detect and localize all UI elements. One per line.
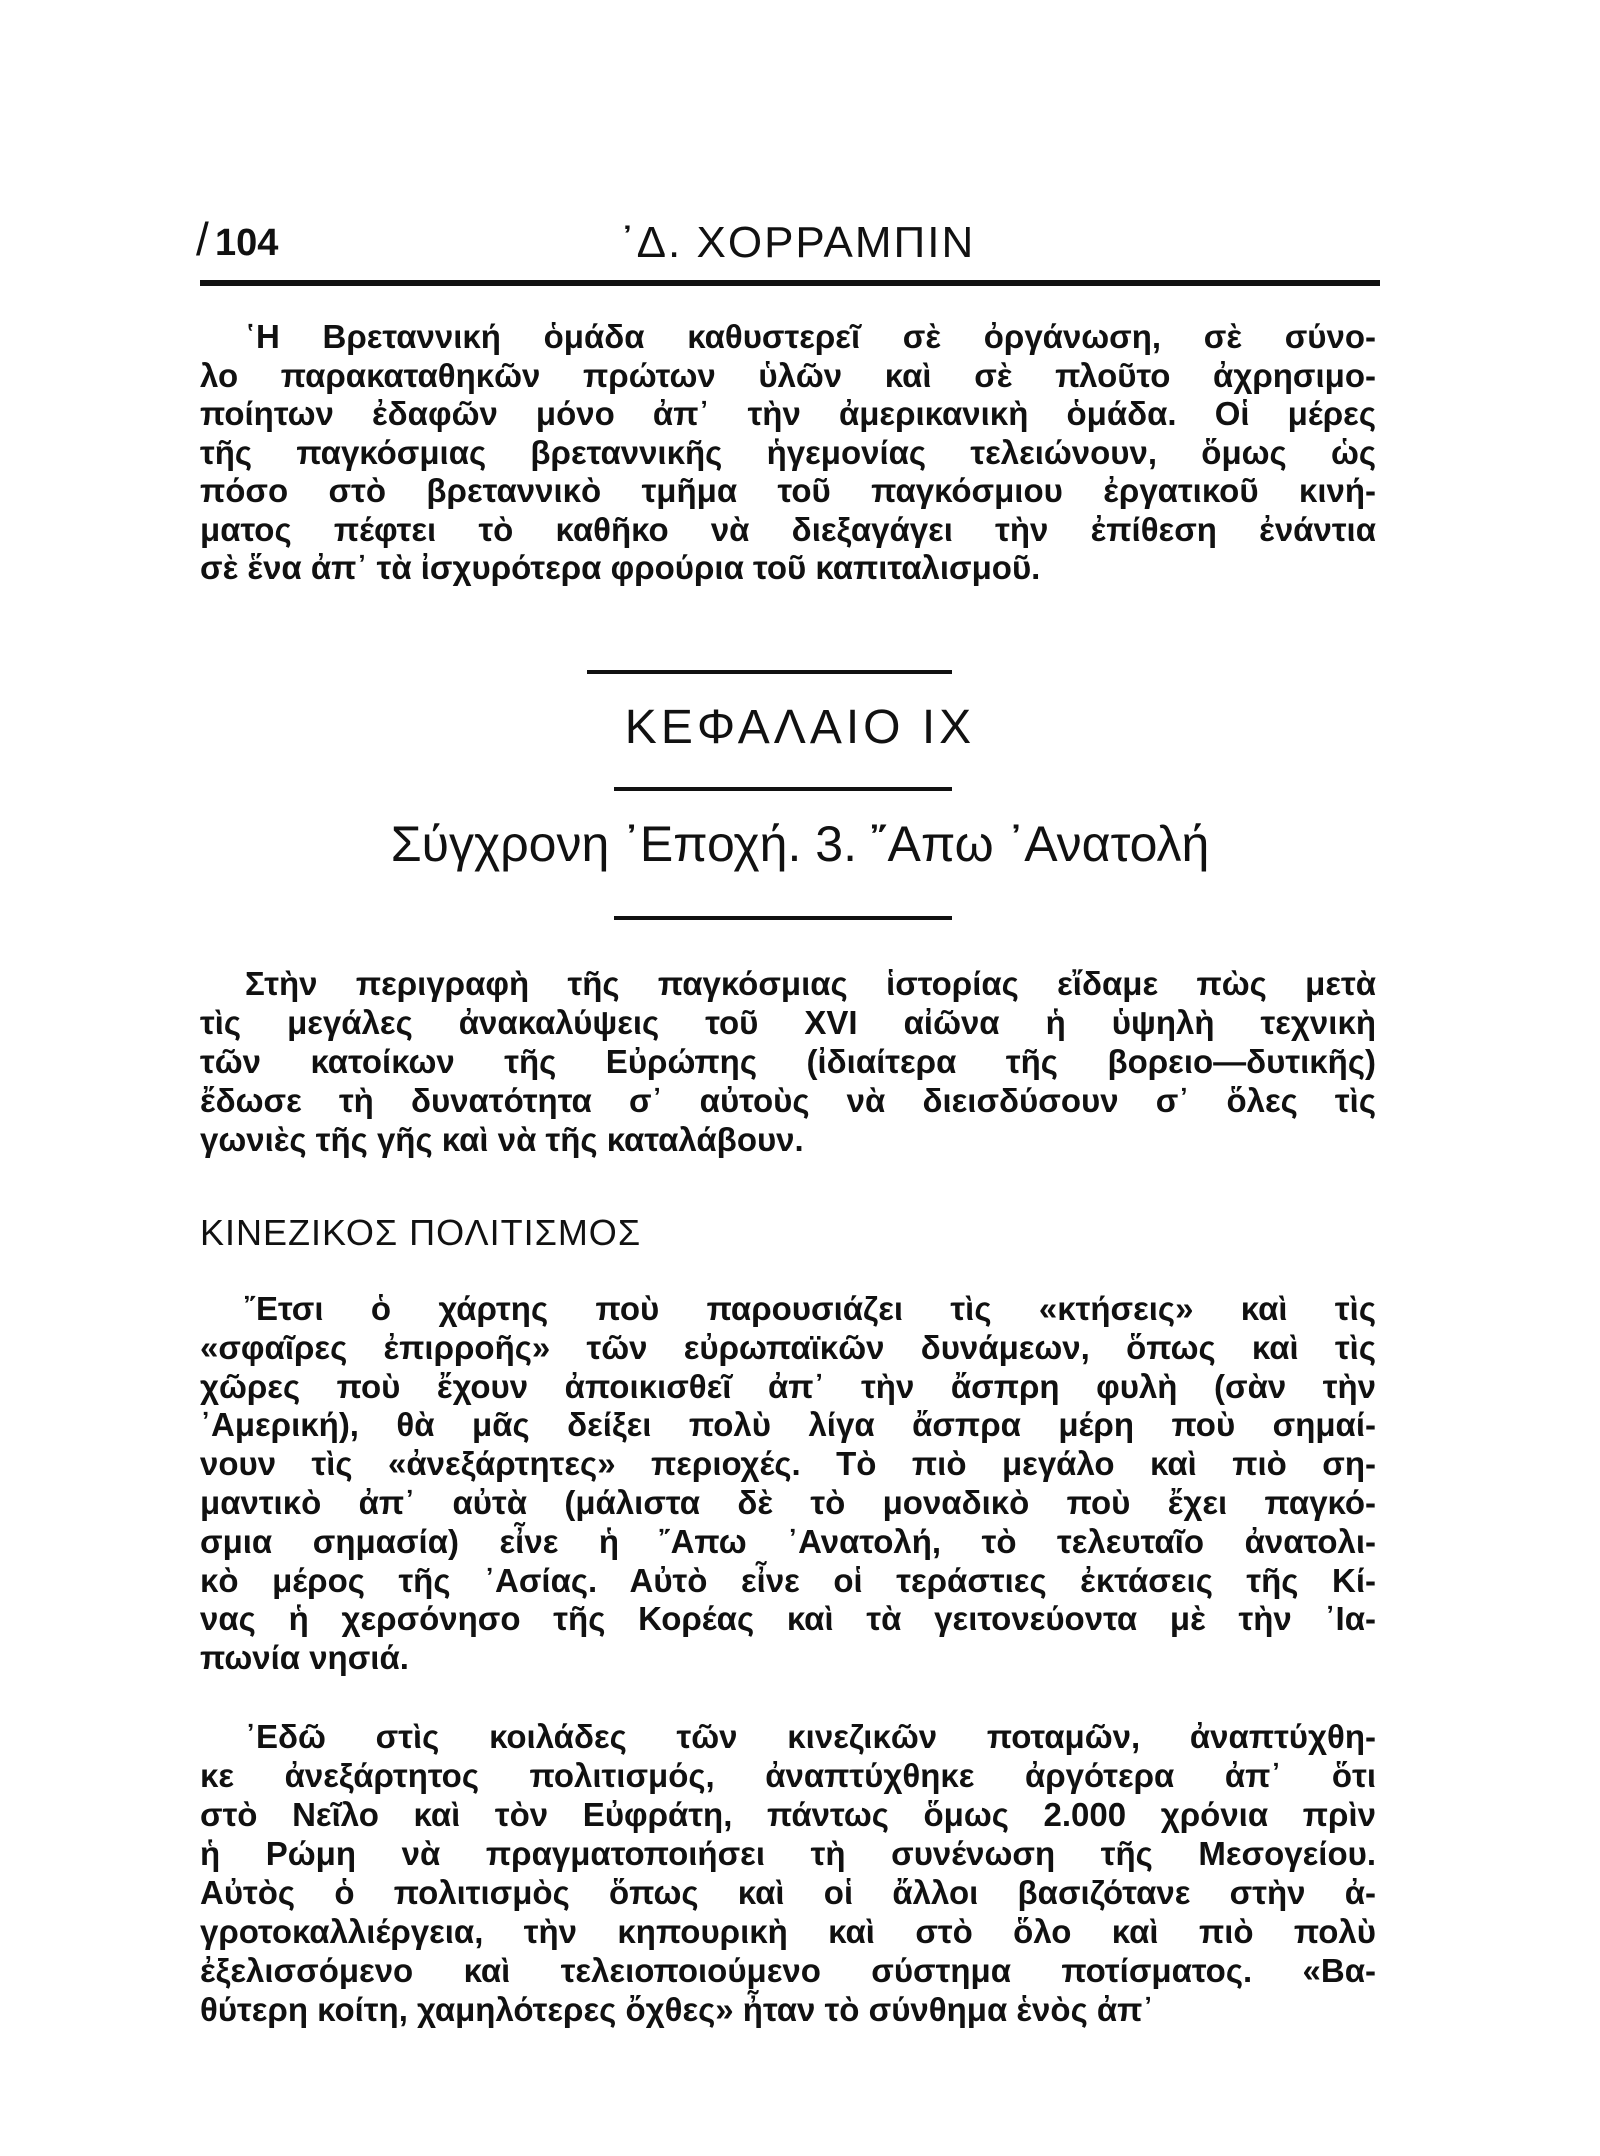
text-line: Αὐτὸς ὁ πολιτισμὸς ὅπως καὶ οἱ ἄλλοι βασιζότανε στὴν ἀ- [200,1874,1376,1911]
page-number: 104 [215,222,279,264]
text-line: στὸ Νεῖλο καὶ τὸν Εὐφράτη, πάντως ὅμως 2.000 χρόνια πρὶν [200,1796,1376,1833]
text-line: ἐξελισσόμενο καὶ τελειοποιούμενο σύστημα ποτίσματος. «Βα- [200,1952,1376,1989]
text-line: νουν τὶς «ἀνεξάρτητες» περιοχές. Τὸ πιὸ μεγάλο καὶ πιὸ ση- [200,1445,1376,1483]
chapter-rule-top [587,670,952,674]
text-line: σὲ ἕνα ἀπ᾿ τὰ ἰσχυρότερα φρούρια τοῦ καπιταλισμοῦ. [200,549,1041,586]
text-line: Στὴν περιγραφὴ τῆς παγκόσμιας ἱστορίας εἴδαμε πὼς μετὰ [245,965,1376,1002]
text-line: κὸ μέρος τῆς ᾿Ασίας. Αὐτὸ εἶνε οἱ τεράστιες ἐκτάσεις τῆς Κί- [200,1561,1376,1599]
running-head: ᾿Δ. ΧΟΡΡΑΜΠΙΝ [620,218,976,267]
text-line: τῆς παγκόσμιας βρεταννικῆς ἡγεμονίας τελειώνουν, ὅμως ὡς [200,433,1376,471]
text-line: χῶρες ποὺ ἔχουν ἀποικισθεῖ ἀπ᾿ τὴν ἄσπρη φυλὴ (σὰν τὴν [200,1367,1376,1405]
text-line: ῾Η Βρεταννική ὁμάδα καθυστερεῖ σὲ ὀργάνωση, σὲ σύνο- [245,318,1376,355]
text-line: λο παρακαταθηκῶν πρώτων ὑλῶν καὶ σὲ πλοῦτο ἀχρησιμο- [200,356,1376,394]
text-line: μαντικὸ ἀπ᾿ αὐτὰ (μάλιστα δὲ τὸ μοναδικὸ ποὺ ἔχει παγκό- [200,1484,1376,1521]
text-line: ποίητων ἐδαφῶν μόνο ἀπ᾿ τὴν ἀμερικανικὴ ὁμάδα. Οἱ μέρες [200,395,1376,432]
text-line: ἡ Ρώμη νὰ πραγματοποιήσει τὴ συνένωση τῆς Μεσογείου. [200,1835,1376,1872]
text-line: ἔδωσε τὴ δυνατότητα σ᾿ αὐτοὺς νὰ διεισδύσουν σ᾿ ὅλες τὶς [200,1082,1376,1119]
text-line: τὶς μεγάλες ἀνακαλύψεις τοῦ XVI αἰῶνα ἡ ὑψηλὴ τεχνικὴ [200,1004,1376,1041]
margin-mark: / [196,213,209,265]
text-line: νας ἡ χερσόνησο τῆς Κορέας καὶ τὰ γειτονεύοντα μὲ τὴν ᾿Ια- [200,1600,1376,1638]
text-line: πόσο στὸ βρεταννικὸ τμῆμα τοῦ παγκόσμιου ἐργατικοῦ κινή- [200,472,1376,509]
text-line: ματος πέφτει τὸ καθῆκο νὰ διεξαγάγει τὴν ἐπίθεση ἐνάντια [200,510,1376,548]
chapter-title: ΚΕΦΑΛΑΙΟ ΙΧ [624,701,976,754]
chapter-subtitle: Σύγχρονη ᾿Εποχή. 3. ῎Απω ᾿Ανατολή [390,816,1210,872]
text-line: τῶν κατοίκων τῆς Εὐρώπης (ἰδιαίτερα τῆς βορειο—δυτικῆς) [200,1043,1376,1080]
text-line: ᾿Εδῶ στὶς κοιλάδες τῶν κινεζικῶν ποταμῶν, ἀναπτύχθη- [245,1718,1376,1755]
chapter-rule-middle [614,787,952,791]
header-rule [200,280,1380,286]
text-line: ᾿Αμερική), θὰ μᾶς δείξει πολὺ λίγα ἄσπρα μέρη ποὺ σημαί- [200,1406,1376,1444]
text-line: θύτερη κοίτη, χαμηλότερες ὄχθες» ἦταν τὸ σύνθημα ἑνὸς ἀπ᾿ [200,1991,1154,2028]
text-line: ῎Ετσι ὁ χάρτης ποὺ παρουσιάζει τὶς «κτήσεις» καὶ τὶς [245,1290,1376,1327]
text-line: σμια σημασία) εἶνε ἡ ῎Απω ᾿Ανατολή, τὸ τελευταῖο ἀνατολι- [200,1522,1376,1560]
text-line: «σφαῖρες ἐπιρροῆς» τῶν εὐρωπαϊκῶν δυνάμεων, ὅπως καὶ τὶς [200,1328,1376,1366]
text-line: γωνιὲς τῆς γῆς καὶ νὰ τῆς καταλάβουν. [200,1121,804,1158]
text-line: γροτοκαλλιέργεια, τὴν κηπουρικὴ καὶ στὸ ὅλο καὶ πιὸ πολὺ [200,1913,1376,1950]
section-heading: ΚΙΝΕΖΙΚΟΣ ΠΟΛΙΤΙΣΜΟΣ [200,1212,642,1253]
text-line: κε ἀνεξάρτητος πολιτισμός, ἀναπτύχθηκε ἀργότερα ἀπ᾿ ὅτι [200,1757,1376,1794]
chapter-rule-bottom [614,916,952,920]
text-line: πωνία νησιά. [200,1639,409,1677]
